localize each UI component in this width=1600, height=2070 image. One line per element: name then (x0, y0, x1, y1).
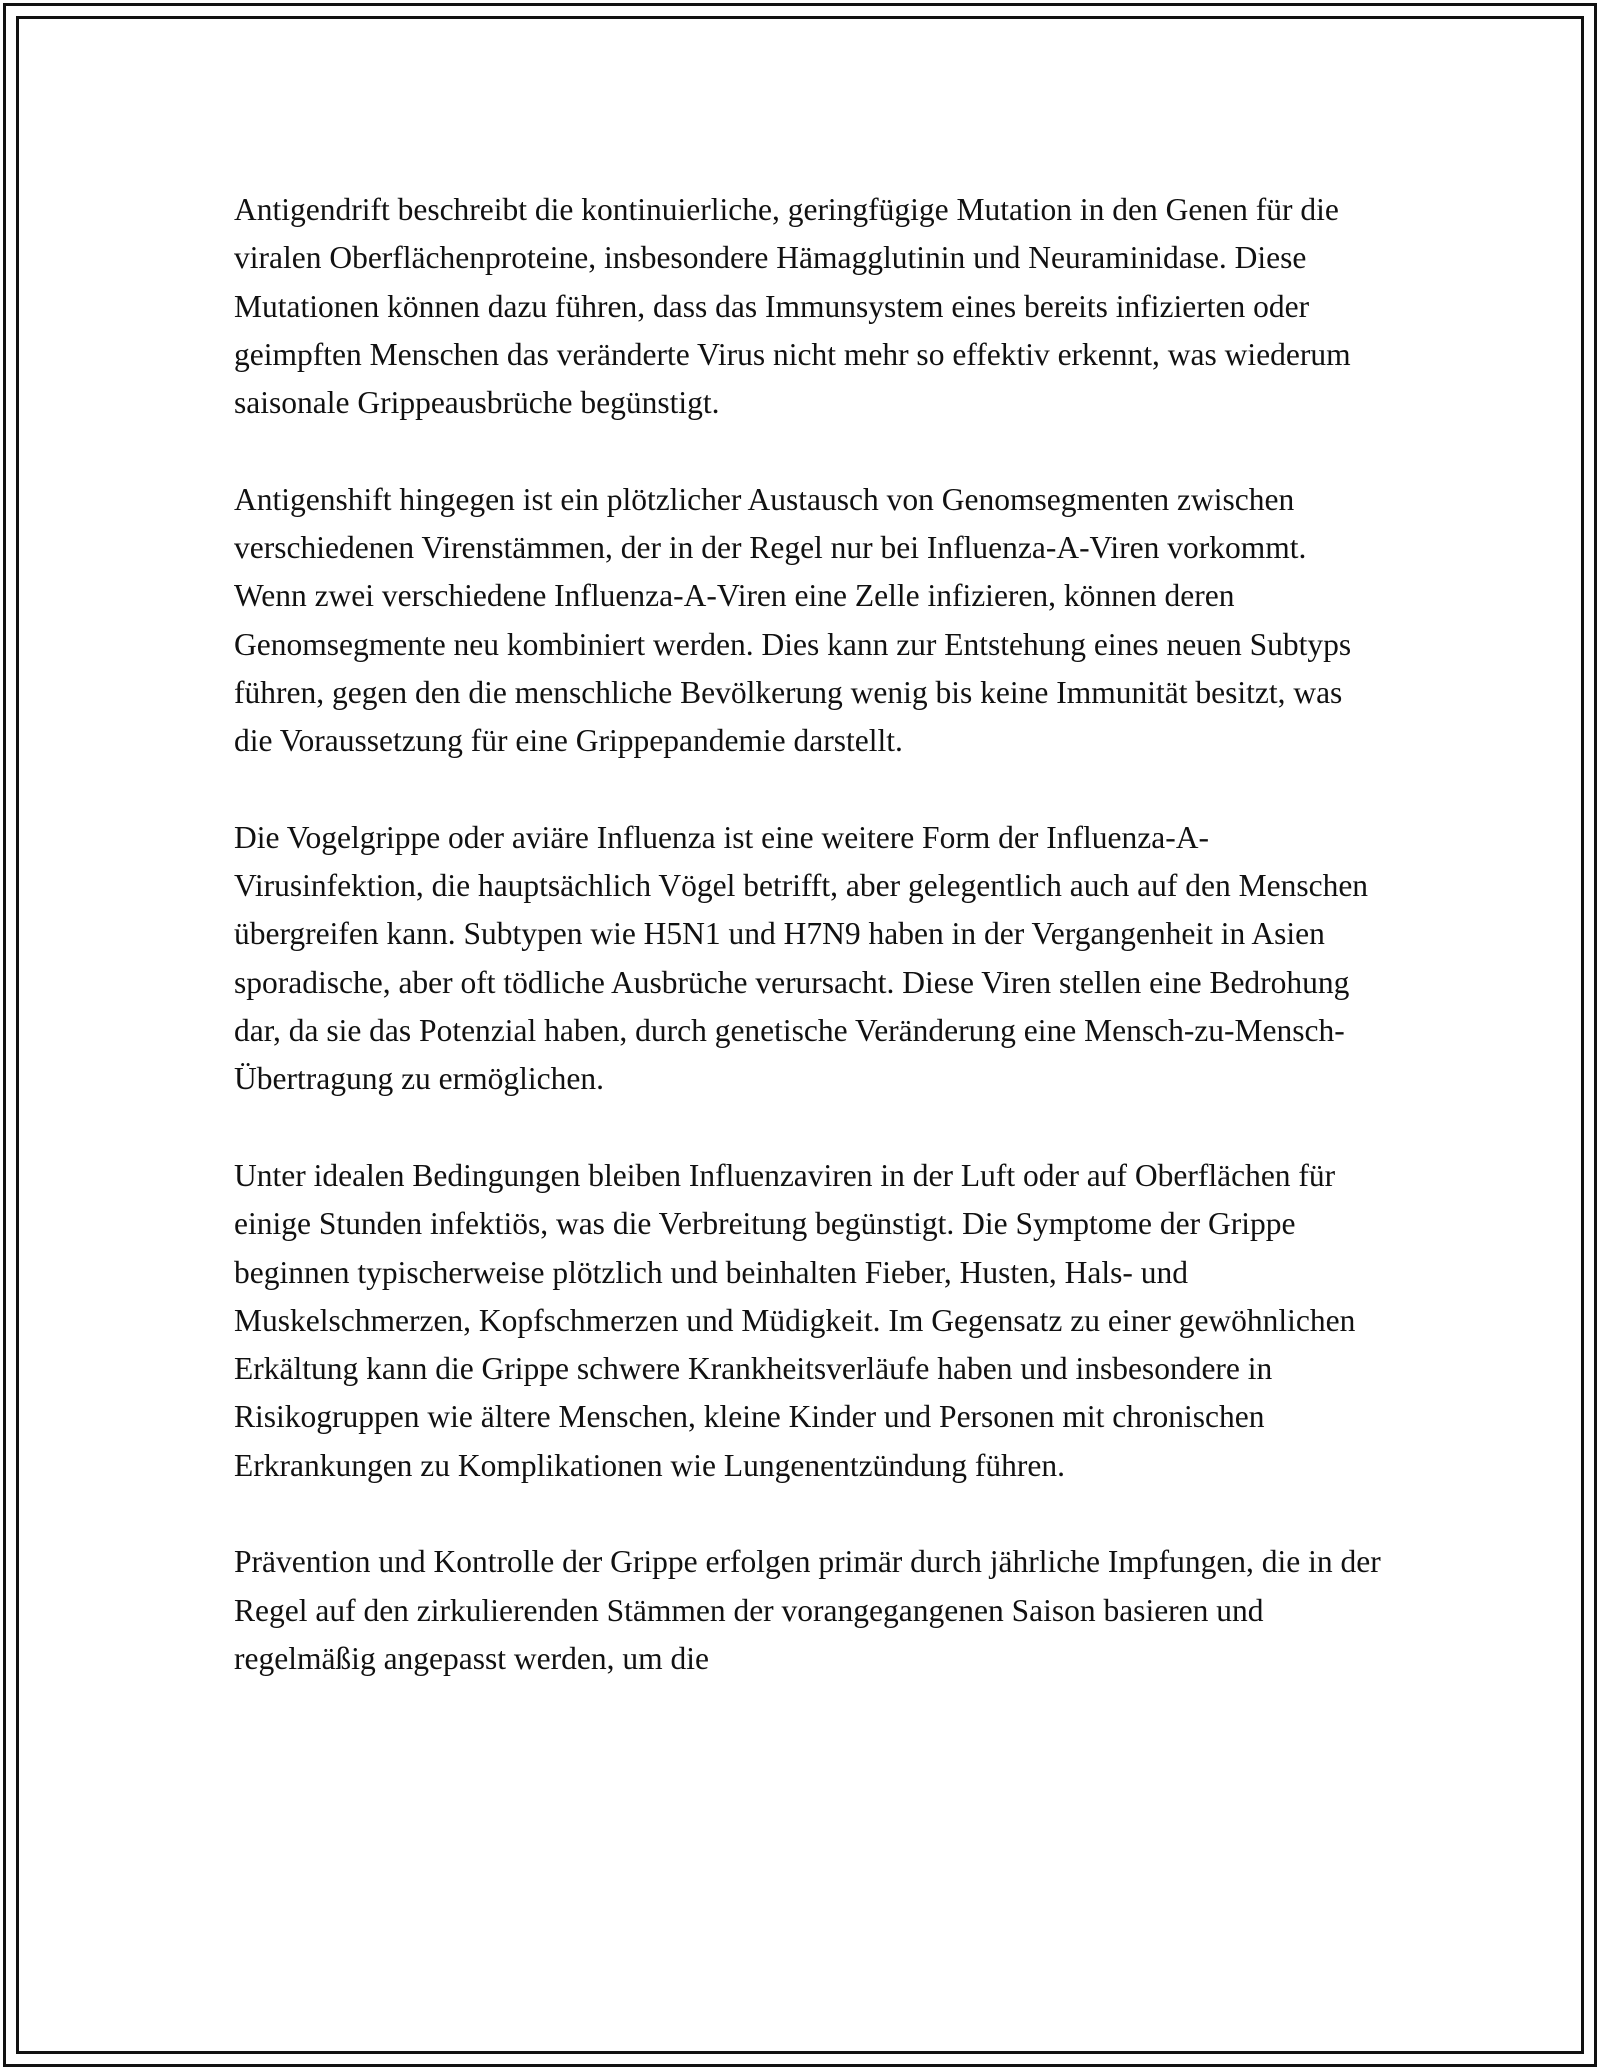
paragraph-antigendrift: Antigendrift beschreibt die kontinuierliche, geringfügige Mutation in den Genen für die viralen Oberflächenproteine, insbesondere Hämagglutinin und Neuraminidase. Diese Mutationen können dazu führen, dass das Immunsystem eines bereits infizierten oder geimpften Menschen das veränderte Virus nicht mehr so effektiv erkennt, was wiederum saisonale Grippeausbrüche begünstigt. (234, 192, 1351, 421)
paragraph-antigenshift: Antigenshift hingegen ist ein plötzlicher Austausch von Genomsegmenten zwischen verschiedenen Virenstämmen, der in der Regel nur bei Influenza-A-Viren vorkommt. Wenn zwei verschiedene Influenza-A-Viren eine Zelle infizieren, können deren Genomsegmente neu kombiniert werden. Dies kann zur Entstehung eines neuen Subtyps führen, gegen den die menschliche Bevölkerung wenig bis keine Immunität besitzt, was die Voraussetzung für eine Grippepandemie darstellt. (234, 481, 1352, 759)
document-body (234, 186, 1384, 1683)
paragraph-praevention: Prävention und Kontrolle der Grippe erfolgen primär durch jährliche Impfungen, die in der Regel auf den zirkulierenden Stämmen der vorangegangenen Saison basieren und regelmäßig angepasst werden, um die (234, 1544, 1381, 1676)
paragraph-symptome: Unter idealen Bedingungen bleiben Influenzaviren in der Luft oder auf Oberflächen für einige Stunden infektiös, was die Verbreitung begünstigt. Die Symptome der Grippe beginnen typischerweise plötzlich und beinhalten Fieber, Husten, Hals- und Muskelschmerzen, Kopfschmerzen und Müdigkeit. Im Gegensatz zu einer gewöhnlichen Erkältung kann die Grippe schwere Krankheitsverläufe haben und insbesondere in Risikogruppen wie ältere Menschen, kleine Kinder und Personen mit chronischen Erkrankungen zu Komplikationen wie Lungenentzündung führen. (234, 1157, 1356, 1483)
paragraph-vogelgrippe: Die Vogelgrippe oder aviäre Influenza ist eine weitere Form der Influenza-A-Virusinfektion, die hauptsächlich Vögel betrifft, aber gelegentlich auch auf den Menschen übergreifen kann. Subtypen wie H5N1 und H7N9 haben in der Vergangenheit in Asien sporadische, aber oft tödliche Ausbrüche verursacht. Diese Viren stellen eine Bedrohung dar, da sie das Potenzial haben, durch genetische Veränderung eine Mensch-zu-Mensch-Übertragung zu ermöglichen. (234, 819, 1369, 1097)
